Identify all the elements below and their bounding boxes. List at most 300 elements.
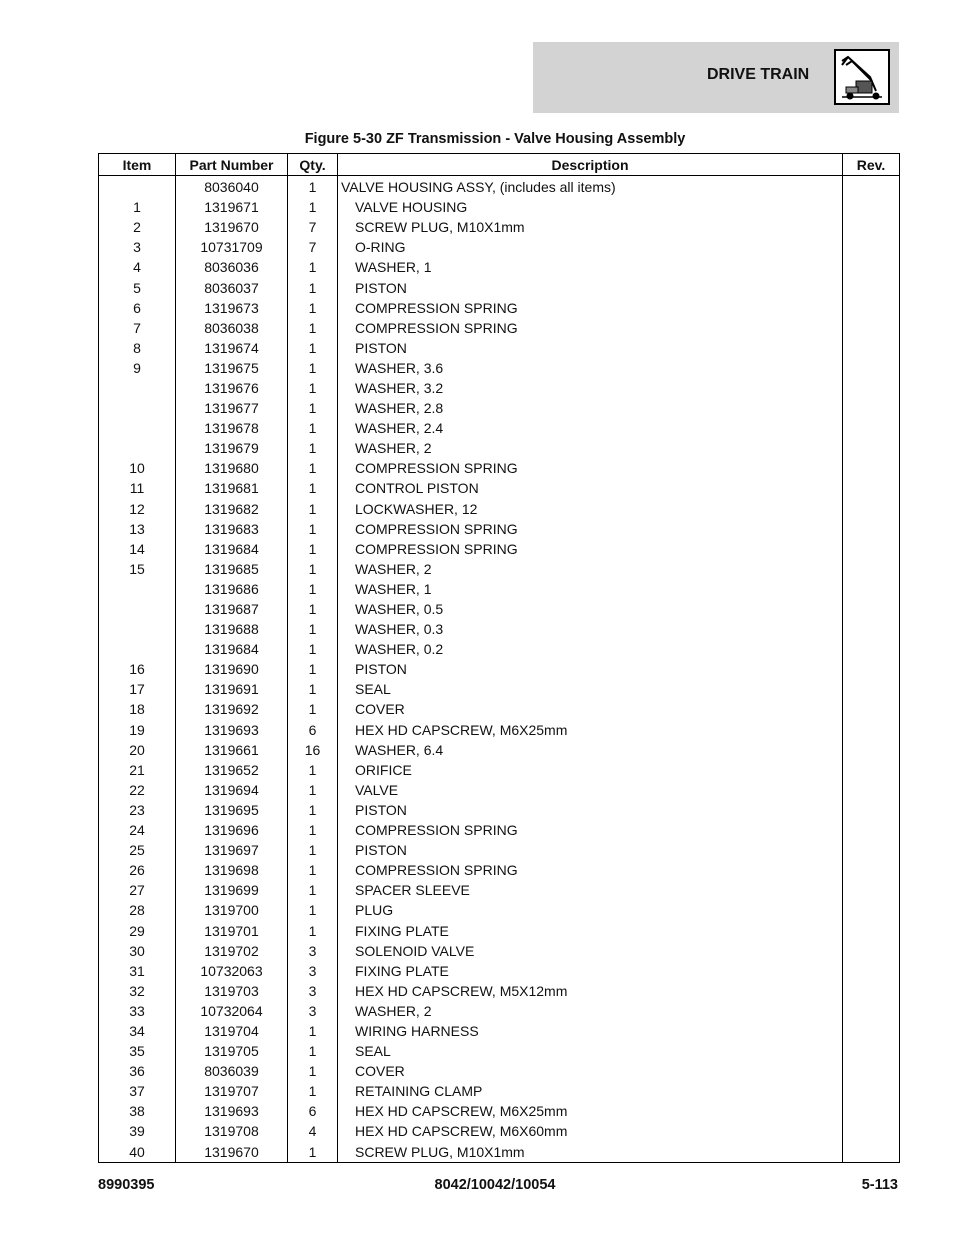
description-cell: COMPRESSION SPRING [338, 539, 843, 559]
qty-cell: 1 [288, 398, 338, 418]
item-cell: 1 [99, 197, 176, 217]
part-number-cell: 1319681 [176, 478, 288, 498]
table-row [99, 458, 900, 478]
table-row [99, 478, 900, 498]
qty-cell: 1 [288, 1061, 338, 1081]
item-cell [99, 438, 176, 458]
table-row [99, 277, 900, 297]
table-row [99, 780, 900, 800]
item-cell: 14 [99, 539, 176, 559]
part-number-cell: 8036038 [176, 318, 288, 338]
table-row [99, 398, 900, 418]
description-cell: SCREW PLUG, M10X1mm [338, 217, 843, 237]
qty-cell: 1 [288, 298, 338, 318]
rev-cell [843, 599, 900, 619]
rev-cell [843, 579, 900, 599]
part-number-cell: 1319661 [176, 740, 288, 760]
rev-cell [843, 197, 900, 217]
part-number-cell: 1319674 [176, 338, 288, 358]
part-number-cell: 1319652 [176, 760, 288, 780]
rev-cell [843, 458, 900, 478]
item-cell: 23 [99, 800, 176, 820]
part-number-cell: 1319701 [176, 920, 288, 940]
description-cell: WASHER, 2 [338, 438, 843, 458]
qty-cell: 4 [288, 1121, 338, 1141]
item-cell: 9 [99, 358, 176, 378]
section-header [533, 42, 899, 113]
item-cell: 11 [99, 478, 176, 498]
item-cell: 35 [99, 1041, 176, 1061]
description-cell: COVER [338, 1061, 843, 1081]
parts-table [98, 153, 900, 1163]
item-cell [99, 619, 176, 639]
part-number-cell: 1319691 [176, 679, 288, 699]
description-cell: PISTON [338, 800, 843, 820]
item-cell: 29 [99, 920, 176, 940]
rev-cell [843, 619, 900, 639]
item-cell [99, 398, 176, 418]
rev-cell [843, 418, 900, 438]
rev-cell [843, 1041, 900, 1061]
qty-cell: 1 [288, 840, 338, 860]
col-header-part-number: Part Number [176, 154, 288, 176]
qty-cell: 1 [288, 539, 338, 559]
item-cell: 20 [99, 740, 176, 760]
part-number-cell: 8036036 [176, 257, 288, 277]
description-cell: SEAL [338, 1041, 843, 1061]
rev-cell [843, 840, 900, 860]
description-cell: PISTON [338, 338, 843, 358]
item-cell: 17 [99, 679, 176, 699]
table-row [99, 1142, 900, 1163]
table-row [99, 338, 900, 358]
table-row [99, 760, 900, 780]
table-row [99, 920, 900, 940]
part-number-cell: 1319677 [176, 398, 288, 418]
rev-cell [843, 1061, 900, 1081]
qty-cell: 3 [288, 1001, 338, 1021]
table-row [99, 1121, 900, 1141]
description-cell: PLUG [338, 900, 843, 920]
table-row [99, 217, 900, 237]
rev-cell [843, 298, 900, 318]
item-cell: 6 [99, 298, 176, 318]
rev-cell [843, 780, 900, 800]
figure-title: Figure 5-30 ZF Transmission - Valve Housing Assembly [304, 131, 686, 147]
col-header-rev: Rev. [843, 154, 900, 176]
rev-cell [843, 820, 900, 840]
part-number-cell: 1319697 [176, 840, 288, 860]
table-row [99, 619, 900, 639]
description-cell: WASHER, 0.3 [338, 619, 843, 639]
qty-cell: 1 [288, 1142, 338, 1163]
rev-cell [843, 378, 900, 398]
table-row [99, 539, 900, 559]
footer-model-numbers: 8042/10042/10054 [434, 1177, 556, 1193]
item-cell: 3 [99, 237, 176, 257]
item-cell: 39 [99, 1121, 176, 1141]
rev-cell [843, 237, 900, 257]
qty-cell: 3 [288, 941, 338, 961]
part-number-cell: 1319699 [176, 880, 288, 900]
part-number-cell: 1319698 [176, 860, 288, 880]
qty-cell: 1 [288, 619, 338, 639]
table-row [99, 800, 900, 820]
qty-cell: 3 [288, 981, 338, 1001]
qty-cell: 1 [288, 277, 338, 297]
part-number-cell: 1319683 [176, 519, 288, 539]
qty-cell: 3 [288, 961, 338, 981]
table-row [99, 318, 900, 338]
rev-cell [843, 519, 900, 539]
qty-cell: 1 [288, 1041, 338, 1061]
description-cell: ORIFICE [338, 760, 843, 780]
item-cell: 31 [99, 961, 176, 981]
part-number-cell: 8036039 [176, 1061, 288, 1081]
description-cell: HEX HD CAPSCREW, M5X12mm [338, 981, 843, 1001]
item-cell: 21 [99, 760, 176, 780]
table-row [99, 699, 900, 719]
qty-cell: 6 [288, 1101, 338, 1121]
rev-cell [843, 880, 900, 900]
description-cell: VALVE HOUSING [338, 197, 843, 217]
footer-page-number: 5-113 [861, 1177, 898, 1193]
description-cell: PISTON [338, 659, 843, 679]
table-row [99, 1101, 900, 1121]
item-cell: 36 [99, 1061, 176, 1081]
table-row [99, 840, 900, 860]
part-number-cell: 1319708 [176, 1121, 288, 1141]
qty-cell: 1 [288, 458, 338, 478]
description-cell: WASHER, 1 [338, 257, 843, 277]
qty-cell: 1 [288, 760, 338, 780]
part-number-cell: 1319673 [176, 298, 288, 318]
description-cell: WASHER, 2.8 [338, 398, 843, 418]
rev-cell [843, 1121, 900, 1141]
rev-cell [843, 720, 900, 740]
table-row [99, 679, 900, 699]
part-number-cell: 1319682 [176, 499, 288, 519]
rev-cell [843, 1101, 900, 1121]
item-cell [99, 599, 176, 619]
item-cell: 2 [99, 217, 176, 237]
description-cell: VALVE HOUSING ASSY, (includes all items) [338, 176, 843, 198]
item-cell: 13 [99, 519, 176, 539]
description-cell: COVER [338, 699, 843, 719]
rev-cell [843, 860, 900, 880]
qty-cell: 1 [288, 679, 338, 699]
table-row [99, 579, 900, 599]
part-number-cell: 1319705 [176, 1041, 288, 1061]
qty-cell: 1 [288, 880, 338, 900]
item-cell [99, 418, 176, 438]
table-row [99, 499, 900, 519]
qty-cell: 7 [288, 237, 338, 257]
rev-cell [843, 478, 900, 498]
part-number-cell: 1319671 [176, 197, 288, 217]
description-cell: VALVE [338, 780, 843, 800]
item-cell: 15 [99, 559, 176, 579]
item-cell: 38 [99, 1101, 176, 1121]
item-cell: 12 [99, 499, 176, 519]
rev-cell [843, 900, 900, 920]
description-cell: COMPRESSION SPRING [338, 519, 843, 539]
table-row [99, 257, 900, 277]
qty-cell: 1 [288, 699, 338, 719]
item-cell: 37 [99, 1081, 176, 1101]
rev-cell [843, 981, 900, 1001]
table-row [99, 740, 900, 760]
table-header-row [99, 154, 900, 176]
part-number-cell: 1319695 [176, 800, 288, 820]
qty-cell: 1 [288, 1021, 338, 1041]
qty-cell: 1 [288, 659, 338, 679]
part-number-cell: 1319680 [176, 458, 288, 478]
item-cell: 26 [99, 860, 176, 880]
table-row [99, 1021, 900, 1041]
item-cell [99, 378, 176, 398]
description-cell: FIXING PLATE [338, 920, 843, 940]
item-cell: 24 [99, 820, 176, 840]
qty-cell: 1 [288, 820, 338, 840]
description-cell: LOCKWASHER, 12 [338, 499, 843, 519]
table-row [99, 358, 900, 378]
footer-doc-number: 8990395 [98, 1177, 155, 1193]
description-cell: WASHER, 2 [338, 559, 843, 579]
qty-cell: 1 [288, 499, 338, 519]
rev-cell [843, 941, 900, 961]
qty-cell: 1 [288, 920, 338, 940]
qty-cell: 1 [288, 519, 338, 539]
part-number-cell: 1319675 [176, 358, 288, 378]
part-number-cell: 8036037 [176, 277, 288, 297]
qty-cell: 1 [288, 478, 338, 498]
description-cell: COMPRESSION SPRING [338, 458, 843, 478]
rev-cell [843, 217, 900, 237]
table-row [99, 941, 900, 961]
table-row [99, 720, 900, 740]
table-row [99, 599, 900, 619]
part-number-cell: 1319688 [176, 619, 288, 639]
part-number-cell: 1319670 [176, 217, 288, 237]
qty-cell: 1 [288, 599, 338, 619]
rev-cell [843, 740, 900, 760]
rev-cell [843, 257, 900, 277]
rev-cell [843, 659, 900, 679]
qty-cell: 1 [288, 318, 338, 338]
item-cell: 5 [99, 277, 176, 297]
part-number-cell: 1319704 [176, 1021, 288, 1041]
description-cell: HEX HD CAPSCREW, M6X25mm [338, 720, 843, 740]
table-row [99, 378, 900, 398]
description-cell: FIXING PLATE [338, 961, 843, 981]
description-cell: HEX HD CAPSCREW, M6X25mm [338, 1101, 843, 1121]
part-number-cell: 10732064 [176, 1001, 288, 1021]
item-cell [99, 579, 176, 599]
description-cell: WASHER, 0.5 [338, 599, 843, 619]
part-number-cell: 1319707 [176, 1081, 288, 1101]
qty-cell: 1 [288, 780, 338, 800]
rev-cell [843, 398, 900, 418]
description-cell: COMPRESSION SPRING [338, 298, 843, 318]
rev-cell [843, 277, 900, 297]
rev-cell [843, 358, 900, 378]
part-number-cell: 10731709 [176, 237, 288, 257]
table-row [99, 197, 900, 217]
item-cell: 10 [99, 458, 176, 478]
hand-truck-icon [834, 49, 890, 105]
rev-cell [843, 639, 900, 659]
qty-cell: 1 [288, 579, 338, 599]
qty-cell: 1 [288, 1081, 338, 1101]
part-number-cell: 1319702 [176, 941, 288, 961]
item-cell: 33 [99, 1001, 176, 1021]
rev-cell [843, 176, 900, 198]
description-cell: RETAINING CLAMP [338, 1081, 843, 1101]
hand-truck-icon-graphic [836, 51, 888, 103]
item-cell: 27 [99, 880, 176, 900]
description-cell: WASHER, 6.4 [338, 740, 843, 760]
rev-cell [843, 800, 900, 820]
rev-cell [843, 438, 900, 458]
table-row [99, 559, 900, 579]
rev-cell [843, 1081, 900, 1101]
qty-cell: 1 [288, 197, 338, 217]
rev-cell [843, 920, 900, 940]
rev-cell [843, 699, 900, 719]
part-number-cell: 1319679 [176, 438, 288, 458]
item-cell: 32 [99, 981, 176, 1001]
col-header-item: Item [99, 154, 176, 176]
rev-cell [843, 760, 900, 780]
rev-cell [843, 499, 900, 519]
part-number-cell: 1319686 [176, 579, 288, 599]
table-row [99, 900, 900, 920]
qty-cell: 1 [288, 900, 338, 920]
item-cell: 16 [99, 659, 176, 679]
table-row [99, 438, 900, 458]
qty-cell: 1 [288, 378, 338, 398]
item-cell: 4 [99, 257, 176, 277]
description-cell: SEAL [338, 679, 843, 699]
part-number-cell: 8036040 [176, 176, 288, 198]
item-cell: 8 [99, 338, 176, 358]
table-row [99, 298, 900, 318]
table-row [99, 519, 900, 539]
rev-cell [843, 559, 900, 579]
table-row [99, 176, 900, 198]
description-cell: PISTON [338, 277, 843, 297]
item-cell: 19 [99, 720, 176, 740]
description-cell: COMPRESSION SPRING [338, 860, 843, 880]
part-number-cell: 1319685 [176, 559, 288, 579]
description-cell: SCREW PLUG, M10X1mm [338, 1142, 843, 1163]
part-number-cell: 1319678 [176, 418, 288, 438]
rev-cell [843, 1142, 900, 1163]
item-cell [99, 639, 176, 659]
rev-cell [843, 679, 900, 699]
part-number-cell: 1319696 [176, 820, 288, 840]
rev-cell [843, 539, 900, 559]
description-cell: WASHER, 3.6 [338, 358, 843, 378]
description-cell: O-RING [338, 237, 843, 257]
table-row [99, 961, 900, 981]
part-number-cell: 1319684 [176, 539, 288, 559]
table-row [99, 659, 900, 679]
description-cell: CONTROL PISTON [338, 478, 843, 498]
table-row [99, 880, 900, 900]
description-cell: PISTON [338, 840, 843, 860]
part-number-cell: 1319690 [176, 659, 288, 679]
qty-cell: 1 [288, 418, 338, 438]
qty-cell: 1 [288, 800, 338, 820]
description-cell: WASHER, 0.2 [338, 639, 843, 659]
qty-cell: 1 [288, 559, 338, 579]
description-cell: WASHER, 2 [338, 1001, 843, 1021]
description-cell: COMPRESSION SPRING [338, 318, 843, 338]
description-cell: HEX HD CAPSCREW, M6X60mm [338, 1121, 843, 1141]
rev-cell [843, 338, 900, 358]
qty-cell: 6 [288, 720, 338, 740]
item-cell: 7 [99, 318, 176, 338]
qty-cell: 7 [288, 217, 338, 237]
part-number-cell: 10732063 [176, 961, 288, 981]
description-cell: COMPRESSION SPRING [338, 820, 843, 840]
part-number-cell: 1319700 [176, 900, 288, 920]
part-number-cell: 1319694 [176, 780, 288, 800]
item-cell: 18 [99, 699, 176, 719]
table-row [99, 1081, 900, 1101]
part-number-cell: 1319684 [176, 639, 288, 659]
part-number-cell: 1319676 [176, 378, 288, 398]
description-cell: WIRING HARNESS [338, 1021, 843, 1041]
col-header-description: Description [338, 154, 843, 176]
item-cell: 30 [99, 941, 176, 961]
description-cell: SPACER SLEEVE [338, 880, 843, 900]
item-cell: 28 [99, 900, 176, 920]
part-number-cell: 1319687 [176, 599, 288, 619]
description-cell: WASHER, 3.2 [338, 378, 843, 398]
part-number-cell: 1319692 [176, 699, 288, 719]
qty-cell: 1 [288, 176, 338, 198]
part-number-cell: 1319670 [176, 1142, 288, 1163]
qty-cell: 1 [288, 438, 338, 458]
part-number-cell: 1319693 [176, 720, 288, 740]
qty-cell: 1 [288, 639, 338, 659]
table-row [99, 1061, 900, 1081]
rev-cell [843, 1021, 900, 1041]
item-cell: 25 [99, 840, 176, 860]
table-row [99, 981, 900, 1001]
table-row [99, 237, 900, 257]
description-cell: SOLENOID VALVE [338, 941, 843, 961]
qty-cell: 1 [288, 257, 338, 277]
qty-cell: 1 [288, 358, 338, 378]
table-row [99, 1001, 900, 1021]
qty-cell: 1 [288, 860, 338, 880]
item-cell: 40 [99, 1142, 176, 1163]
table-row [99, 639, 900, 659]
rev-cell [843, 961, 900, 981]
col-header-qty: Qty. [288, 154, 338, 176]
rev-cell [843, 318, 900, 338]
part-number-cell: 1319703 [176, 981, 288, 1001]
table-row [99, 820, 900, 840]
part-number-cell: 1319693 [176, 1101, 288, 1121]
rev-cell [843, 1001, 900, 1021]
description-cell: WASHER, 1 [338, 579, 843, 599]
item-cell [99, 176, 176, 198]
